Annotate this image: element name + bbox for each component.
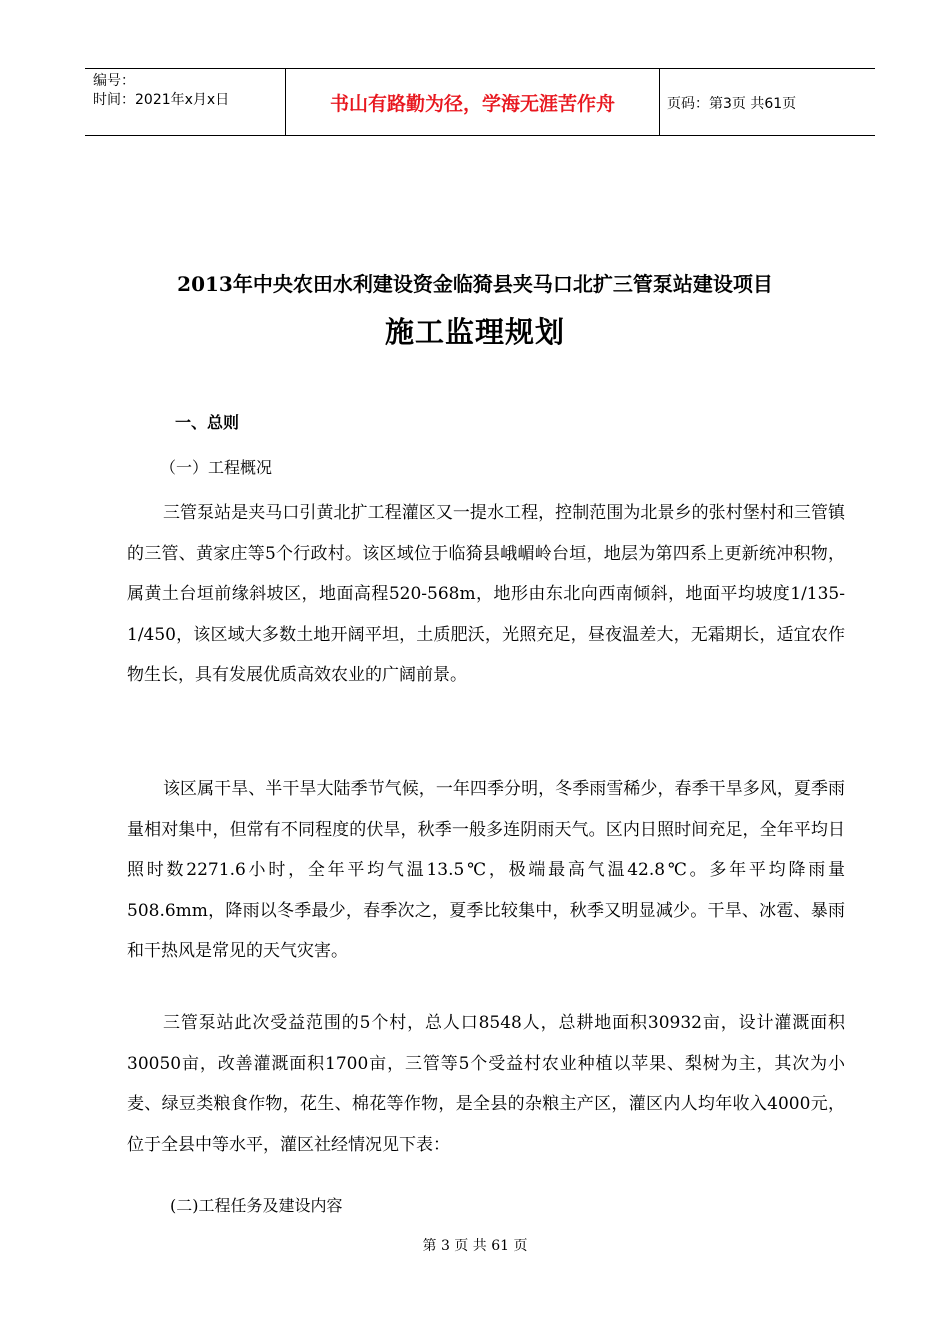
subsection-heading: (二)工程任务及建设内容 [170,1196,343,1215]
header-motto: 书山有路勤为径，学海无涯苦作舟 [285,69,660,135]
paragraph: 该区属干旱、半干旱大陆季节气候，一年四季分明，冬季雨雪稀少，春季干旱多风，夏季雨量相对集中，但常有不同程度的伏旱，秋季一般多连阴雨天气。区内日照时间充足，全年平均日照时数2271.6小时，全年平均气温13.5℃，极端最高气温42.8℃。多年平均降雨量508.6mm，降雨以冬季最少，春季次之，夏季比较集中，秋季又明显减少。干旱、冰雹、暴雨和干热风是常见的天气灾害。 [127,779,845,961]
document-title: 2013年中央农田水利建设资金临猗县夹马口北扩三管泵站建设项目 [177,272,773,296]
header-page-info: 页码：第3页 共61页 [667,96,797,112]
document-subtitle: 施工监理规划 [384,315,565,349]
page-footer: 第 3 页 共 61 页 [422,1238,528,1254]
section-heading: 一、总则 [175,413,240,432]
header-meta [93,72,288,110]
time-label: 时间：2021年x月x日 [93,92,230,108]
paragraph: 三管泵站是夹马口引黄北扩工程灌区又一提水工程，控制范围为北景乡的张村堡村和三管镇的三管、黄家庄等5个行政村。该区域位于临猗县峨嵋岭台垣，地层为第四系上更新统冲积物，属黄土台垣前缘斜坡区，地面高程520-568m，地形由东北向西南倾斜，地面平均坡度1/135-1/450，该区域大多数土地开阔平坦，土质肥沃，光照充足，昼夜温差大，无霜期长，适宜农作物生长，具有发展优质高效农业的广阔前景。 [127,503,845,685]
page-header [85,68,875,136]
number-label: 编号： [93,73,135,89]
paragraph: 三管泵站此次受益范围的5个村，总人口8548人，总耕地面积30932亩，设计灌溉面积30050亩，改善灌溉面积1700亩，三管等5个受益村农业种植以苹果、梨树为主，其次为小麦、绿豆类粮食作物，花生、棉花等作物，是全县的杂粮主产区，灌区内人均年收入4000元，位于全县中等水平，灌区社经情况见下表： [127,1013,845,1155]
subsection-heading: （一）工程概况 [160,458,273,477]
